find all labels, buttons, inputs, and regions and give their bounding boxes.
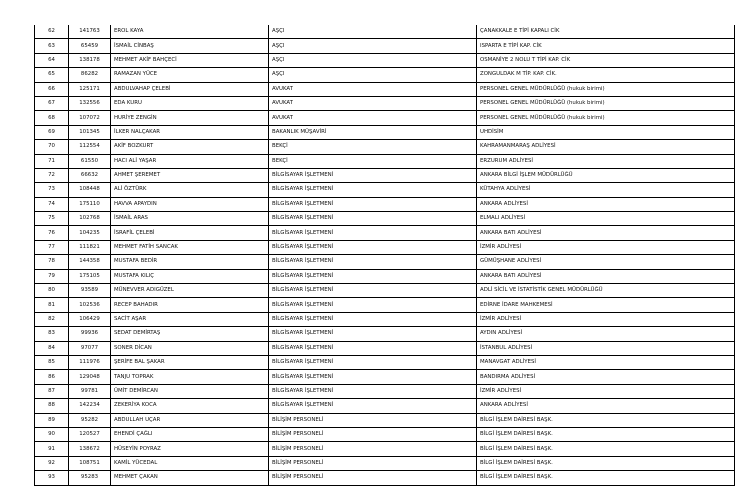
table-row bbox=[35, 370, 735, 384]
cell-row-number: 79 bbox=[35, 269, 69, 283]
table-row bbox=[35, 111, 735, 125]
cell-title: BİLGİSAYAR İŞLETMENİ bbox=[269, 298, 477, 312]
cell-title: AVUKAT bbox=[269, 111, 477, 125]
cell-registry-number: 99781 bbox=[69, 384, 111, 398]
cell-full-name: TANJU TOPRAK bbox=[111, 370, 269, 384]
cell-full-name: SONER DİCAN bbox=[111, 341, 269, 355]
cell-full-name: RECEP BAHADIR bbox=[111, 298, 269, 312]
cell-assigned-unit: ÇANAKKALE E TİPİ KAPALI CİK bbox=[477, 25, 735, 39]
table-row bbox=[35, 140, 735, 154]
cell-assigned-unit: PERSONEL GENEL MÜDÜRLÜĞÜ (hukuk birimi) bbox=[477, 82, 735, 96]
cell-title: AŞÇI bbox=[269, 39, 477, 53]
cell-row-number: 64 bbox=[35, 53, 69, 67]
table-row bbox=[35, 427, 735, 441]
cell-assigned-unit: MANAVGAT ADLİYESİ bbox=[477, 355, 735, 369]
cell-registry-number: 86282 bbox=[69, 68, 111, 82]
cell-row-number: 65 bbox=[35, 68, 69, 82]
cell-title: BİLGİSAYAR İŞLETMENİ bbox=[269, 168, 477, 182]
table-row bbox=[35, 125, 735, 139]
cell-row-number: 75 bbox=[35, 212, 69, 226]
cell-full-name: ALİ ÖZTÜRK bbox=[111, 183, 269, 197]
cell-title: AVUKAT bbox=[269, 96, 477, 110]
table-row bbox=[35, 312, 735, 326]
cell-title: BİLGİSAYAR İŞLETMENİ bbox=[269, 212, 477, 226]
cell-title: BİLGİSAYAR İŞLETMENİ bbox=[269, 355, 477, 369]
table-row bbox=[35, 399, 735, 413]
cell-title: BİLİŞİM PERSONELİ bbox=[269, 471, 477, 485]
cell-registry-number: 65459 bbox=[69, 39, 111, 53]
cell-row-number: 63 bbox=[35, 39, 69, 53]
cell-row-number: 76 bbox=[35, 226, 69, 240]
cell-row-number: 80 bbox=[35, 284, 69, 298]
cell-assigned-unit: AYDIN ADLİYESİ bbox=[477, 327, 735, 341]
cell-full-name: EDA KURU bbox=[111, 96, 269, 110]
cell-title: BİLGİSAYAR İŞLETMENİ bbox=[269, 370, 477, 384]
cell-registry-number: 93589 bbox=[69, 284, 111, 298]
cell-registry-number: 95283 bbox=[69, 471, 111, 485]
cell-assigned-unit: ANKARA BİLGİ İŞLEM MÜDÜRLÜĞÜ bbox=[477, 168, 735, 182]
cell-assigned-unit: ANKARA BATI ADLİYESİ bbox=[477, 226, 735, 240]
cell-row-number: 88 bbox=[35, 399, 69, 413]
table-row bbox=[35, 39, 735, 53]
cell-registry-number: 102536 bbox=[69, 298, 111, 312]
cell-title: AŞÇI bbox=[269, 68, 477, 82]
cell-row-number: 90 bbox=[35, 427, 69, 441]
cell-row-number: 62 bbox=[35, 25, 69, 39]
cell-registry-number: 99936 bbox=[69, 327, 111, 341]
cell-assigned-unit: BİLGİ İŞLEM DAİRESİ BAŞK. bbox=[477, 427, 735, 441]
cell-assigned-unit: BİLGİ İŞLEM DAİRESİ BAŞK. bbox=[477, 471, 735, 485]
cell-row-number: 77 bbox=[35, 240, 69, 254]
cell-title: BEKÇİ bbox=[269, 154, 477, 168]
cell-assigned-unit: ADLİ SİCİL VE İSTATİSTİK GENEL MÜDÜRLÜĞÜ bbox=[477, 284, 735, 298]
cell-registry-number: 106429 bbox=[69, 312, 111, 326]
cell-assigned-unit: OSMANİYE 2 NOLU T TİPİ KAP. CİK bbox=[477, 53, 735, 67]
cell-row-number: 85 bbox=[35, 355, 69, 369]
personnel-table bbox=[34, 25, 735, 486]
cell-row-number: 91 bbox=[35, 442, 69, 456]
cell-registry-number: 132556 bbox=[69, 96, 111, 110]
table-row bbox=[35, 298, 735, 312]
cell-assigned-unit: ANKARA BATI ADLİYESİ bbox=[477, 269, 735, 283]
cell-assigned-unit: ISPARTA E TİPİ KAP. CİK bbox=[477, 39, 735, 53]
cell-title: BİLGİSAYAR İŞLETMENİ bbox=[269, 341, 477, 355]
cell-title: BİLGİSAYAR İŞLETMENİ bbox=[269, 269, 477, 283]
cell-full-name: HURİYE ZENGİN bbox=[111, 111, 269, 125]
cell-assigned-unit: BİLGİ İŞLEM DAİRESİ BAŞK. bbox=[477, 413, 735, 427]
cell-full-name: MEHMET AKİF BAHÇECİ bbox=[111, 53, 269, 67]
cell-full-name: EROL KAYA bbox=[111, 25, 269, 39]
cell-title: BİLGİSAYAR İŞLETMENİ bbox=[269, 255, 477, 269]
cell-registry-number: 138178 bbox=[69, 53, 111, 67]
cell-row-number: 70 bbox=[35, 140, 69, 154]
cell-row-number: 89 bbox=[35, 413, 69, 427]
cell-full-name: KAMİL YÜCEDAL bbox=[111, 456, 269, 470]
cell-row-number: 87 bbox=[35, 384, 69, 398]
table-row bbox=[35, 197, 735, 211]
table-row bbox=[35, 471, 735, 485]
cell-registry-number: 125171 bbox=[69, 82, 111, 96]
cell-row-number: 81 bbox=[35, 298, 69, 312]
cell-row-number: 93 bbox=[35, 471, 69, 485]
table-row bbox=[35, 68, 735, 82]
cell-full-name: İLKER NALÇAKAR bbox=[111, 125, 269, 139]
cell-registry-number: 142234 bbox=[69, 399, 111, 413]
cell-assigned-unit: İZMİR ADLİYESİ bbox=[477, 384, 735, 398]
cell-full-name: AHMET ŞEREMET bbox=[111, 168, 269, 182]
table-row bbox=[35, 212, 735, 226]
cell-assigned-unit: İSTANBUL ADLİYESİ bbox=[477, 341, 735, 355]
cell-full-name: MUSTAFA BEDİR bbox=[111, 255, 269, 269]
cell-registry-number: 104235 bbox=[69, 226, 111, 240]
cell-registry-number: 138672 bbox=[69, 442, 111, 456]
table-row bbox=[35, 456, 735, 470]
table-row bbox=[35, 384, 735, 398]
table-row bbox=[35, 226, 735, 240]
table-row bbox=[35, 341, 735, 355]
cell-registry-number: 112554 bbox=[69, 140, 111, 154]
cell-registry-number: 111821 bbox=[69, 240, 111, 254]
cell-assigned-unit: ANKARA ADLİYESİ bbox=[477, 197, 735, 211]
cell-full-name: MUSTAFA KILIÇ bbox=[111, 269, 269, 283]
cell-assigned-unit: İZMİR ADLİYESİ bbox=[477, 312, 735, 326]
cell-title: BİLGİSAYAR İŞLETMENİ bbox=[269, 197, 477, 211]
cell-full-name: HÜSEYİN POYRAZ bbox=[111, 442, 269, 456]
table-row bbox=[35, 269, 735, 283]
cell-full-name: İSMAİL CİNBAŞ bbox=[111, 39, 269, 53]
cell-full-name: AKİF BOZKURT bbox=[111, 140, 269, 154]
cell-row-number: 73 bbox=[35, 183, 69, 197]
cell-assigned-unit: BİLGİ İŞLEM DAİRESİ BAŞK. bbox=[477, 442, 735, 456]
cell-row-number: 72 bbox=[35, 168, 69, 182]
cell-full-name: RAMAZAN YÜCE bbox=[111, 68, 269, 82]
cell-registry-number: 107072 bbox=[69, 111, 111, 125]
cell-assigned-unit: PERSONEL GENEL MÜDÜRLÜĞÜ (hukuk birimi) bbox=[477, 111, 735, 125]
cell-row-number: 84 bbox=[35, 341, 69, 355]
personnel-table-body bbox=[35, 25, 735, 485]
cell-full-name: ŞERİFE BAL ŞAKAR bbox=[111, 355, 269, 369]
cell-title: BİLİŞİM PERSONELİ bbox=[269, 427, 477, 441]
table-row bbox=[35, 413, 735, 427]
cell-assigned-unit: ELMALI ADLİYESİ bbox=[477, 212, 735, 226]
table-row bbox=[35, 240, 735, 254]
cell-title: BİLGİSAYAR İŞLETMENİ bbox=[269, 384, 477, 398]
cell-registry-number: 111976 bbox=[69, 355, 111, 369]
cell-title: AŞÇI bbox=[269, 53, 477, 67]
cell-title: BİLİŞİM PERSONELİ bbox=[269, 456, 477, 470]
cell-title: BİLGİSAYAR İŞLETMENİ bbox=[269, 183, 477, 197]
cell-assigned-unit: PERSONEL GENEL MÜDÜRLÜĞÜ (hukuk birimi) bbox=[477, 96, 735, 110]
table-row bbox=[35, 168, 735, 182]
cell-full-name: SACİT AŞAR bbox=[111, 312, 269, 326]
cell-assigned-unit: UHDİSİM bbox=[477, 125, 735, 139]
cell-registry-number: 101345 bbox=[69, 125, 111, 139]
cell-registry-number: 97077 bbox=[69, 341, 111, 355]
personnel-list-document bbox=[34, 25, 734, 486]
cell-registry-number: 108751 bbox=[69, 456, 111, 470]
cell-assigned-unit: BANDIRMA ADLİYESİ bbox=[477, 370, 735, 384]
cell-row-number: 83 bbox=[35, 327, 69, 341]
cell-registry-number: 61550 bbox=[69, 154, 111, 168]
cell-assigned-unit: ZONGULDAK M TİP. KAP. CİK. bbox=[477, 68, 735, 82]
cell-registry-number: 175105 bbox=[69, 269, 111, 283]
cell-assigned-unit: İZMİR ADLİYESİ bbox=[477, 240, 735, 254]
cell-full-name: HAVVA APAYDIN bbox=[111, 197, 269, 211]
cell-assigned-unit: KAHRAMANMARAŞ ADLİYESİ bbox=[477, 140, 735, 154]
cell-row-number: 71 bbox=[35, 154, 69, 168]
table-row bbox=[35, 442, 735, 456]
cell-assigned-unit: EDİRNE İDARE MAHKEMESİ bbox=[477, 298, 735, 312]
cell-registry-number: 141763 bbox=[69, 25, 111, 39]
cell-registry-number: 144358 bbox=[69, 255, 111, 269]
cell-title: BİLİŞİM PERSONELİ bbox=[269, 442, 477, 456]
cell-registry-number: 66632 bbox=[69, 168, 111, 182]
cell-full-name: MEHMET FATİH SANCAK bbox=[111, 240, 269, 254]
cell-full-name: EHENDİ ÇAĞLI bbox=[111, 427, 269, 441]
cell-full-name: ABDULLAH UÇAR bbox=[111, 413, 269, 427]
cell-title: BİLGİSAYAR İŞLETMENİ bbox=[269, 226, 477, 240]
cell-full-name: İSMAİL ARAS bbox=[111, 212, 269, 226]
cell-assigned-unit: ERZURUM ADLİYESİ bbox=[477, 154, 735, 168]
cell-full-name: ABDULVAHAP ÇELEBİ bbox=[111, 82, 269, 96]
cell-title: BİLİŞİM PERSONELİ bbox=[269, 413, 477, 427]
cell-row-number: 92 bbox=[35, 456, 69, 470]
table-row bbox=[35, 255, 735, 269]
cell-assigned-unit: GÜMÜŞHANE ADLİYESİ bbox=[477, 255, 735, 269]
cell-title: AVUKAT bbox=[269, 82, 477, 96]
cell-assigned-unit: ANKARA ADLİYESİ bbox=[477, 399, 735, 413]
cell-title: BİLGİSAYAR İŞLETMENİ bbox=[269, 240, 477, 254]
cell-full-name: İSRAFİL ÇELEBİ bbox=[111, 226, 269, 240]
cell-title: BEKÇİ bbox=[269, 140, 477, 154]
cell-registry-number: 120527 bbox=[69, 427, 111, 441]
table-row bbox=[35, 96, 735, 110]
cell-full-name: ZEKERİYA KOCA bbox=[111, 399, 269, 413]
table-row bbox=[35, 284, 735, 298]
table-row bbox=[35, 82, 735, 96]
cell-row-number: 67 bbox=[35, 96, 69, 110]
table-row bbox=[35, 25, 735, 39]
cell-row-number: 69 bbox=[35, 125, 69, 139]
cell-title: BİLGİSAYAR İŞLETMENİ bbox=[269, 399, 477, 413]
cell-title: BİLGİSAYAR İŞLETMENİ bbox=[269, 284, 477, 298]
cell-registry-number: 175110 bbox=[69, 197, 111, 211]
cell-row-number: 68 bbox=[35, 111, 69, 125]
cell-row-number: 82 bbox=[35, 312, 69, 326]
table-row bbox=[35, 355, 735, 369]
cell-title: BAKANLIK MÜŞAVİRİ bbox=[269, 125, 477, 139]
table-row bbox=[35, 154, 735, 168]
cell-full-name: ÜMİT DEMİRCAN bbox=[111, 384, 269, 398]
table-row bbox=[35, 327, 735, 341]
cell-registry-number: 108448 bbox=[69, 183, 111, 197]
cell-assigned-unit: KÜTAHYA ADLİYESİ bbox=[477, 183, 735, 197]
cell-title: AŞÇI bbox=[269, 25, 477, 39]
cell-full-name: MÜNEVVER ADIGÜZEL bbox=[111, 284, 269, 298]
table-row bbox=[35, 183, 735, 197]
cell-registry-number: 102768 bbox=[69, 212, 111, 226]
cell-row-number: 86 bbox=[35, 370, 69, 384]
cell-full-name: SEDAT DEMİRTAŞ bbox=[111, 327, 269, 341]
cell-registry-number: 95282 bbox=[69, 413, 111, 427]
cell-assigned-unit: BİLGİ İŞLEM DAİRESİ BAŞK. bbox=[477, 456, 735, 470]
cell-row-number: 66 bbox=[35, 82, 69, 96]
cell-row-number: 74 bbox=[35, 197, 69, 211]
cell-title: BİLGİSAYAR İŞLETMENİ bbox=[269, 312, 477, 326]
cell-row-number: 78 bbox=[35, 255, 69, 269]
table-row bbox=[35, 53, 735, 67]
cell-title: BİLGİSAYAR İŞLETMENİ bbox=[269, 327, 477, 341]
cell-full-name: HACI ALİ YAŞAR bbox=[111, 154, 269, 168]
cell-full-name: MEHMET ÇAKAN bbox=[111, 471, 269, 485]
cell-registry-number: 129048 bbox=[69, 370, 111, 384]
